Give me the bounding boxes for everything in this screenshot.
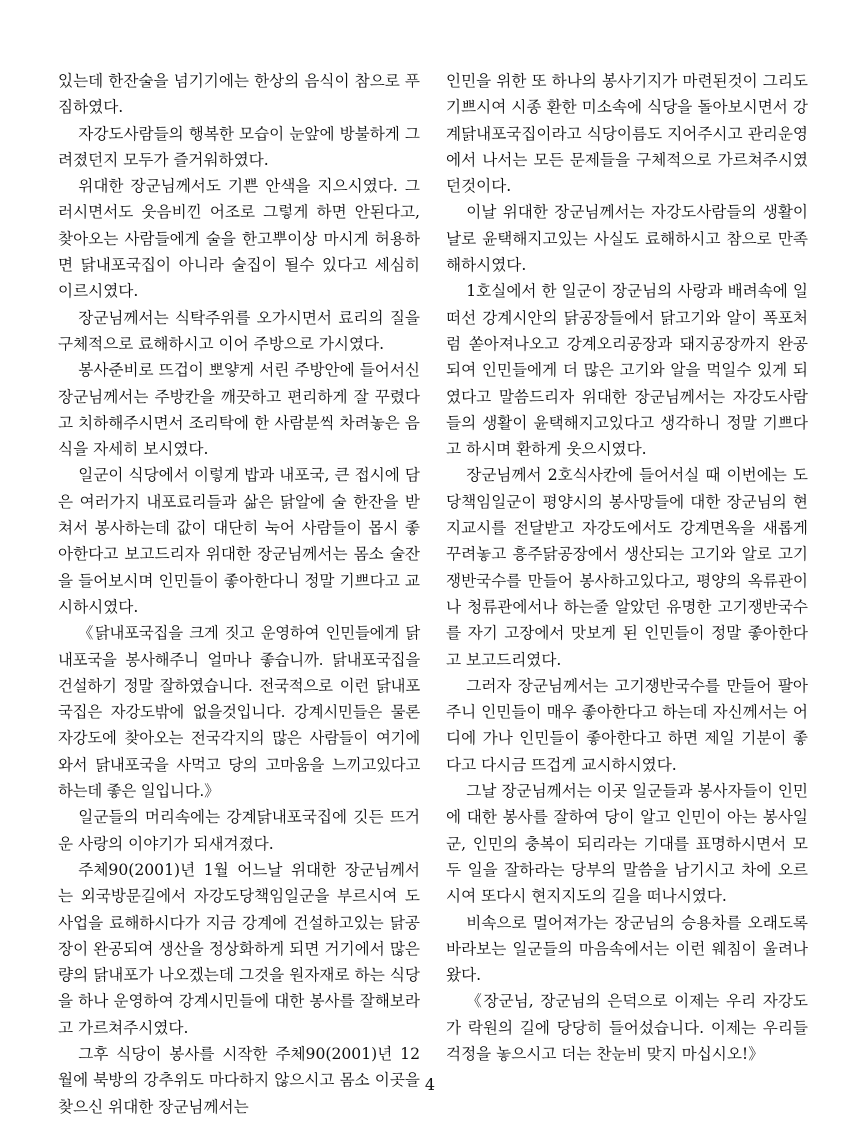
paragraph: 이날 위대한 장군님께서는 자강도사람들의 생활이 날로 윤택해지고있는 사실도 료해하시고 참으로 만족해하시였다.: [446, 203, 808, 275]
page-number: 4: [424, 1075, 436, 1094]
paragraph: 그후 식당이 봉사를 시작한 주체90(2001)년 12월에 북방의 강추위도 마다하지 않으시고 몸소 이곳을 찾으신 위대한 장군님께서는: [58, 1044, 420, 1116]
paragraph: 인민을 위한 또 하나의 봉사기지가 마련된것이 그리도 기쁘시여 시종 환한 미소속에 식당을 돌아보시면서 강계닭내포국집이라고 식당이름도 지어주시고 관리운영에서 나서는 모든 문제들을 구체적으로 가르쳐주시였던것이다.: [446, 72, 808, 196]
paragraph: 그러자 장군님께서는 고기쟁반국수를 만들어 팔아주니 인민들이 매우 좋아한다고 하는데 자신께서는 어디에 가나 인민들이 좋아한다고 하면 제일 기분이 좋다고 다시금 뜨겁게 교시하시였다.: [446, 676, 808, 774]
paragraph: 장군님께서 2호식사칸에 들어서실 때 이번에는 도당책임일군이 평양시의 봉사망들에 대한 장군님의 현지교시를 전달받고 자강도에서도 강계면옥을 새롭게 꾸려놓고 흥주닭공장에서 생산되는 고기와 알로 고기쟁반국수를 만들어 봉사하고있다고, 평양의 옥류관이나 청류관에서나 하는줄 알았던 유명한 고기쟁반국수를 자기 고장에서 맛보게 된 인민들이 정말 좋아한다고 보고드리였다.: [446, 466, 808, 669]
paragraph: 봉사준비로 뜨겁이 뽀얗게 서린 주방안에 들어서신 장군님께서는 주방칸을 깨끗하고 편리하게 잘 꾸렸다고 치하해주시면서 조리탁에 한 사람분씩 차려놓은 음식을 자세히 보시였다.: [58, 361, 420, 459]
paragraph: 일군이 식당에서 이렇게 밥과 내포국, 큰 접시에 담은 여러가지 내포료리들과 삶은 닭알에 술 한잔을 받쳐서 봉사하는데 값이 대단히 눅어 사람들이 몹시 좋아한다고 보고드리자 위대한 장군님께서는 몸소 술잔을 들어보시며 인민들이 좋아한다니 정말 기쁘다고 교시하시였다.: [58, 466, 420, 616]
quotation-paragraph: 《닭내포국집을 크게 짓고 운영하여 인민들에게 닭내포국을 봉사해주니 얼마나 좋습니까. 닭내포국집을 건설하기 정말 잘하였습니다. 전국적으로 이런 닭내포국집은 자강도밖에 없을것입니다. 강계시민들은 물론 자강도에 찾아오는 전국각지의 많은 사람들이 여기에 와서 닭내포국을 사먹고 당의 고마움을 느끼고있다고 하는데 좋은 일입니다.》: [58, 624, 420, 801]
right-text-column: [446, 68, 808, 1067]
paragraph: 자강도사람들의 행복한 모습이 눈앞에 방불하게 그려졌던지 모두가 즐거워하였다.: [58, 124, 420, 169]
paragraph: 《장군님, 장군님의 은덕으로 이제는 우리 자강도가 락원의 길에 당당히 들어섰습니다. 이제는 우리들걱정을 놓으시고 더는 찬눈비 맞지 마십시오!》: [446, 992, 808, 1063]
paragraph: 주체90(2001)년 1월 어느날 위대한 장군님께서는 외국방문길에서 자강도당책임일군을 부르시여 도사업을 료해하시다가 지금 강계에 건설하고있는 닭공장이 완공되여 생산을 정상화하게 되면 거기에서 많은 량의 닭내포가 나오겠는데 그것을 원자재로 하는 식당을 하나 운영하여 강계시민들에 대한 봉사를 잘해보라고 가르쳐주시였다.: [58, 860, 420, 1037]
paragraph: 있는데 한잔술을 넘기기에는 한상의 음식이 참으로 푸짐하였다.: [58, 72, 420, 117]
left-text-column: [58, 68, 420, 1120]
paragraph: 그날 장군님께서는 이곳 일군들과 봉사자들이 인민에 대한 봉사를 잘하여 당이 알고 인민이 아는 봉사일군, 인민의 충복이 되리라는 기대를 표명하시면서 모두 일을 잘하라는 당부의 말씀을 남기시고 차에 오르시여 또다시 현지지도의 길을 떠나시였다.: [446, 782, 808, 906]
paragraph: 비속으로 멀어져가는 장군님의 승용차를 오래도록 바라보는 일군들의 마음속에서는 이런 웨침이 울려나왔다.: [446, 913, 808, 985]
paragraph: 1호실에서 한 일군이 장군님의 사랑과 배려속에 일떠선 강계시안의 닭공장들에서 닭고기와 알이 폭포처럼 쏟아져나오고 강계오리공장과 돼지공장까지 완공되여 인민들에게 더 많은 고기와 알을 먹일수 있게 되였다고 말씀드리자 위대한 장군님께서는 자강도사람들의 생활이 윤택해지고있다고 생각하니 정말 기쁘다고 하시며 환하게 웃으시였다.: [446, 282, 808, 459]
paragraph: 일군들의 머리속에는 강계닭내포국집에 깃든 뜨거운 사랑의 이야기가 되새겨졌다.: [58, 808, 420, 853]
paragraph: 위대한 장군님께서도 기쁜 안색을 지으시였다. 그러시면서도 웃음비낀 어조로 그렇게 하면 안된다고, 찾아오는 사람들에게 술을 한고뿌이상 마시게 허용하면 닭내포국집이 아니라 술집이 될수 있다고 세심히 이르시였다.: [58, 177, 420, 301]
paragraph: 장군님께서는 식탁주위를 오가시면서 료리의 질을 구체적으로 료해하시고 이어 주방으로 가시였다.: [58, 308, 420, 353]
